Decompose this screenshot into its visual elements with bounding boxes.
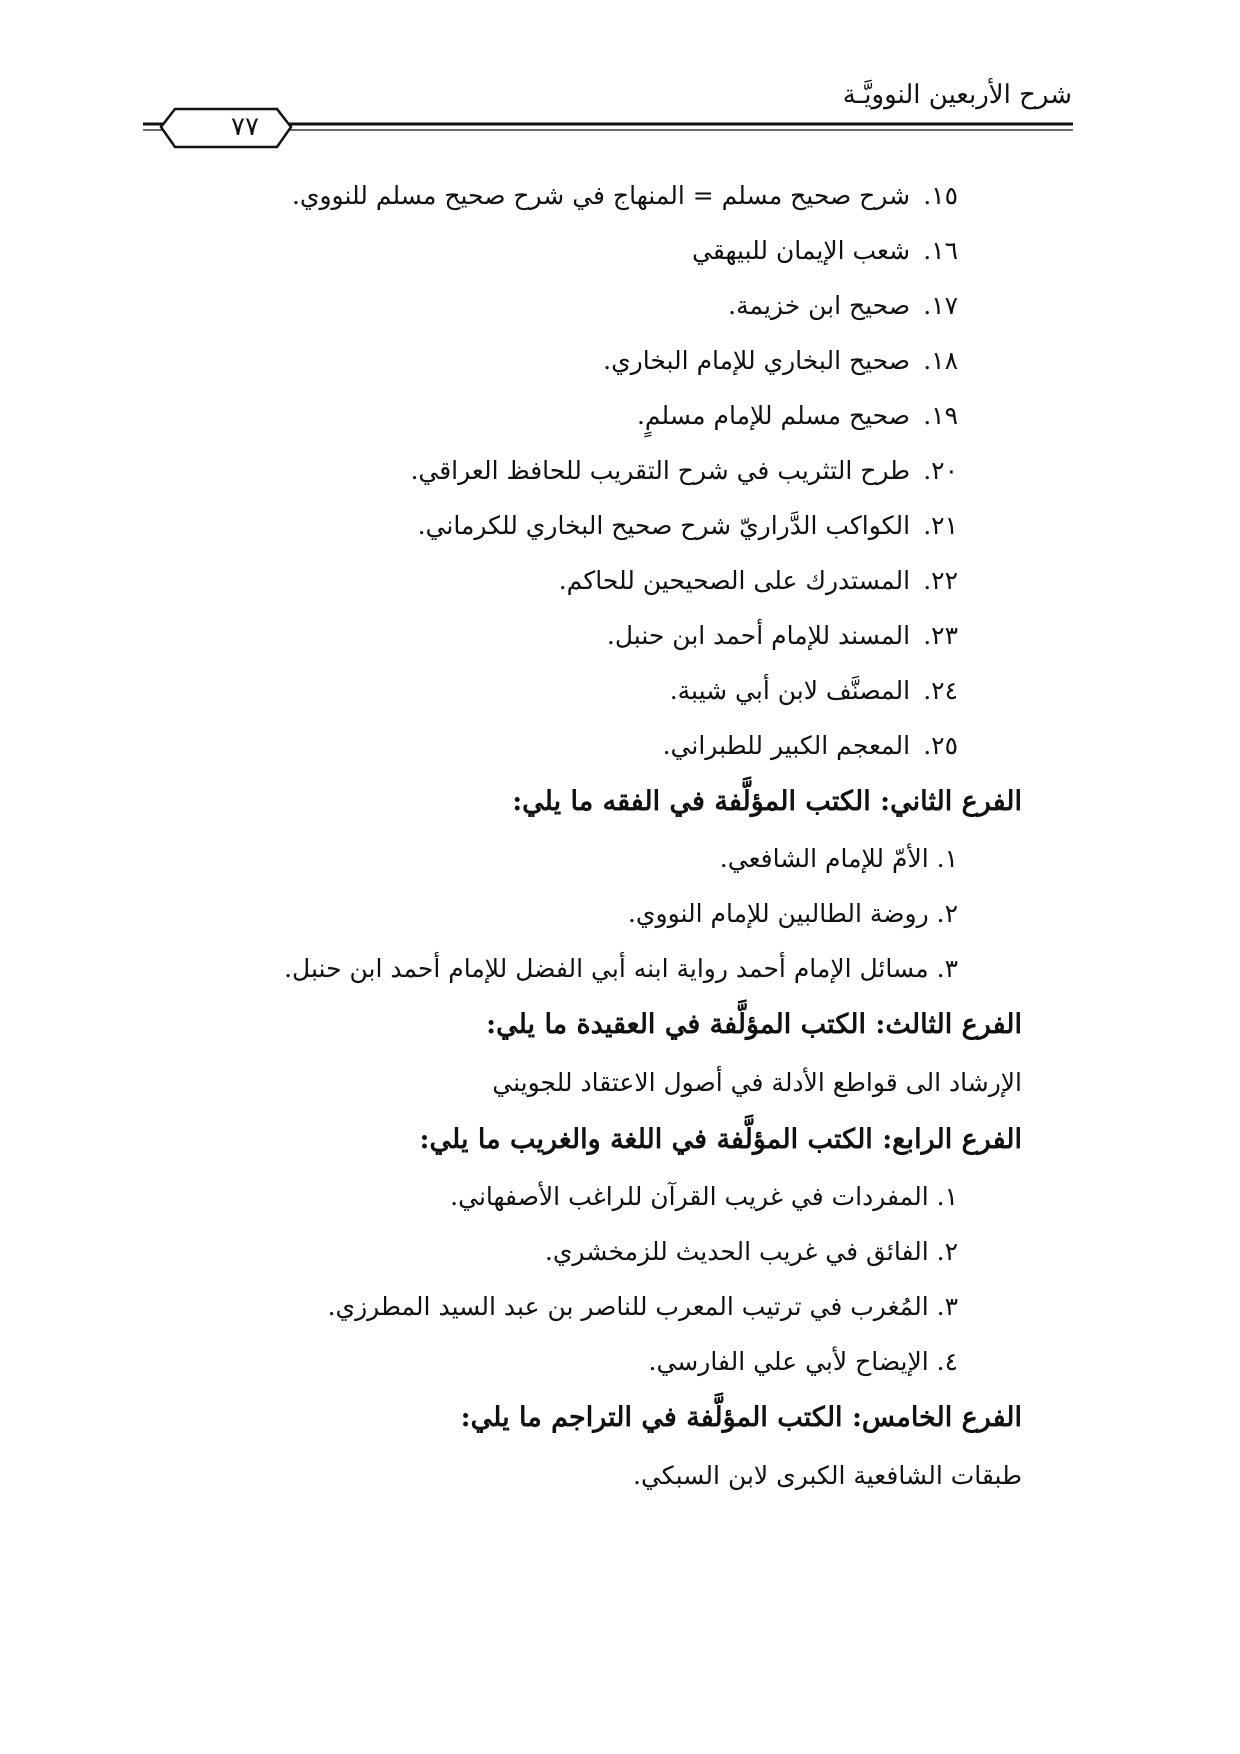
heading-lead: الفرع الرابع: (882, 1124, 1022, 1155)
section-heading-aqidah (142, 996, 1022, 1054)
heading-title: الكتب المؤلَّفة في اللغة والغريب ما يلي: (419, 1124, 873, 1155)
page-body (142, 168, 1022, 1504)
heading-title: الكتب المؤلَّفة في الفقه ما يلي: (512, 786, 871, 817)
item-number: ١٨. (923, 346, 958, 375)
item-number: ٢٢. (923, 566, 958, 595)
list-item (142, 663, 958, 718)
item-text: المستدرك على الصحيحين للحاكم. (558, 566, 911, 595)
item-text: المعجم الكبير للطبراني. (662, 731, 911, 760)
list-item: ٢. روضة الطالبين للإمام النووي. (627, 899, 958, 928)
list-item (142, 278, 958, 333)
list-item (142, 333, 958, 388)
item-text: صحيح ابن خزيمة. (728, 291, 911, 320)
item-text: صحيح مسلم للإمام مسلمٍ. (636, 401, 911, 430)
item-number: ٢١. (923, 511, 958, 540)
list-item (142, 553, 958, 608)
section-heading-biographies (142, 1389, 1022, 1447)
item-text: الكواكب الدَّراريّ شرح صحيح البخاري للكرماني. (417, 511, 911, 540)
item-text: صحيح البخاري للإمام البخاري. (603, 346, 911, 375)
heading-lead: الفرع الثاني: (880, 786, 1022, 817)
list-item: ١. المفردات في غريب القرآن للراغب الأصفهاني. (450, 1182, 958, 1211)
list-item: ٤. الإيضاح لأبي علي الفارسي. (648, 1347, 958, 1376)
section-heading-fiqh (142, 773, 1022, 831)
list-item: ٣. المُغرب في ترتيب المعرب للناصر بن عبد السيد المطرزي. (327, 1292, 958, 1321)
item-number: ١٩. (923, 401, 958, 430)
list-item (142, 443, 958, 498)
item-text: شعب الإيمان للبيهقي (692, 236, 911, 265)
item-text: طرح التثريب في شرح التقريب للحافظ العراقي. (410, 456, 911, 485)
heading-title: الكتب المؤلَّفة في التراجم ما يلي: (460, 1402, 843, 1433)
list-item: ٣. مسائل الإمام أحمد رواية ابنه أبي الفضل للإمام أحمد ابن حنبل. (284, 954, 958, 983)
running-title: شرح الأربعين النوويَّـة (842, 80, 1072, 110)
item-text: المصنَّف لابن أبي شيبة. (669, 676, 911, 705)
item-text: شرح صحيح مسلم = المنهاج في شرح صحيح مسلم للنووي. (291, 181, 911, 210)
item-number: ١٦. (923, 236, 958, 265)
references-list (142, 168, 1022, 773)
section-heading-language (142, 1111, 1022, 1169)
list-item (142, 498, 958, 553)
page-number: ٧٧ (231, 112, 259, 142)
paragraph: الإرشاد الى قواطع الأدلة في أصول الاعتقاد للجويني (492, 1068, 1022, 1097)
list-item: ٢. الفائق في غريب الحديث للزمخشري. (544, 1237, 958, 1266)
list-item (142, 608, 958, 663)
heading-lead: الفرع الثالث: (875, 1009, 1022, 1040)
item-number: ٢٥. (923, 731, 958, 760)
item-number: ٢٣. (923, 621, 958, 650)
item-number: ٢٤. (923, 676, 958, 705)
list-item (142, 223, 958, 278)
item-number: ١٧. (923, 291, 958, 320)
list-item (142, 168, 958, 223)
list-item: ١. الأمّ للإمام الشافعي. (719, 844, 958, 873)
list-item (142, 718, 958, 773)
paragraph: طبقات الشافعية الكبرى لابن السبكي. (633, 1461, 1022, 1490)
item-number: ١٥. (923, 181, 958, 210)
item-text: المسند للإمام أحمد ابن حنبل. (606, 621, 911, 650)
heading-lead: الفرع الخامس: (851, 1402, 1022, 1433)
item-number: ٢٠. (923, 456, 958, 485)
list-item (142, 388, 958, 443)
heading-title: الكتب المؤلَّفة في العقيدة ما يلي: (486, 1009, 866, 1040)
